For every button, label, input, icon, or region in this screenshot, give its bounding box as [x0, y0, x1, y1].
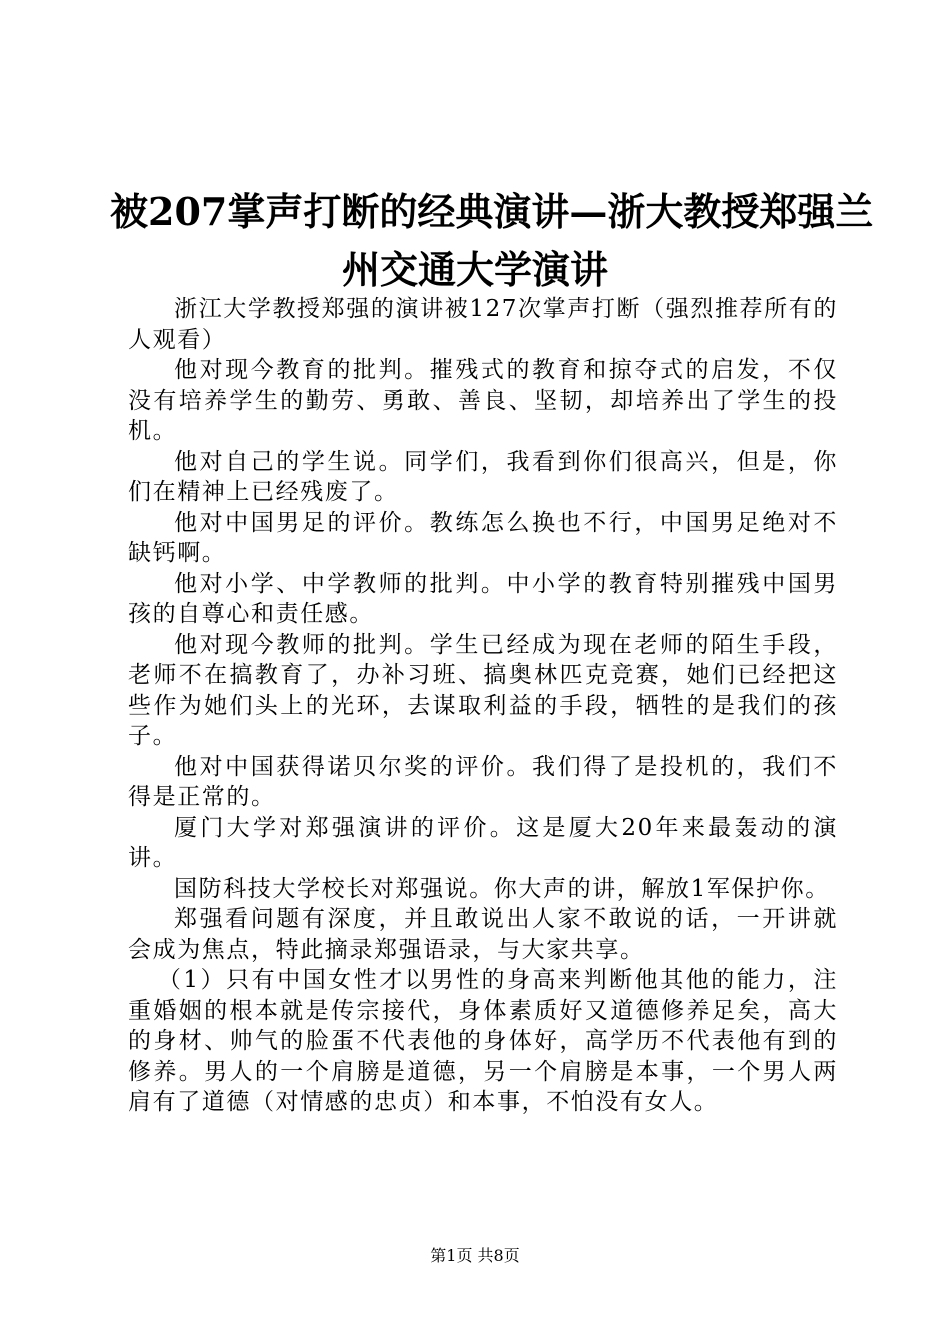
paragraph-current-teachers: 他对现今教师的批判。学生已经成为现在老师的陌生手段，老师不在搞教育了，办补习班、搞奥林匹克竞赛，她们已经把这些作为她们头上的光环，去谋取利益的手段，牺牲的是我们的孩子。 — [128, 631, 838, 749]
paragraph-nobel: 他对中国获得诺贝尔奖的评价。我们得了是投机的，我们不得是正常的。 — [128, 753, 838, 810]
title-line-1: 被207掌声打断的经典演讲—浙大教授郑强兰 — [110, 189, 874, 234]
paragraph-school-teachers: 他对小学、中学教师的批判。中小学的教育特别摧残中国男孩的自尊心和责任感。 — [128, 570, 838, 627]
paragraph-football: 他对中国男足的评价。教练怎么换也不行，中国男足绝对不缺钙啊。 — [128, 509, 838, 566]
paragraph-to-students: 他对自己的学生说。同学们，我看到你们很高兴，但是，你们在精神上已经残废了。 — [128, 448, 838, 505]
paragraph-quote-1: （1）只有中国女性才以男性的身高来判断他其他的能力，注重婚姻的根本就是传宗接代，身体素质好又道德修养足矣，高大的身材、帅气的脸蛋不代表他的身体好，高学历不代表他有到的修养。男人的一个肩膀是道德，另一个肩膀是本事，一个男人两肩有了道德（对情感的忠贞）和本事，不怕没有女人。 — [128, 967, 838, 1115]
paragraph-xiamen: 厦门大学对郑强演讲的评价。这是厦大20年来最轰动的演讲。 — [128, 814, 838, 871]
paragraph-education-critique: 他对现今教育的批判。摧残式的教育和掠夺式的启发，不仅没有培养学生的勤劳、勇敢、善良、坚韧，却培养出了学生的投机。 — [128, 357, 838, 444]
title-line-2: 州交通大学演讲 — [341, 247, 608, 292]
paragraph-intro: 浙江大学教授郑强的演讲被127次掌声打断（强烈推荐所有的人观看） — [128, 296, 838, 353]
document-body — [128, 294, 838, 1118]
page-footer: 第1页 共8页 — [430, 1246, 520, 1265]
document-title — [110, 183, 874, 299]
paragraph-quotes-intro: 郑强看问题有深度，并且敢说出人家不敢说的话，一开讲就会成为焦点，特此摘录郑强语录，与大家共享。 — [128, 906, 838, 963]
paragraph-defense-university: 国防科技大学校长对郑强说。你大声的讲，解放1军保护你。 — [174, 875, 830, 902]
